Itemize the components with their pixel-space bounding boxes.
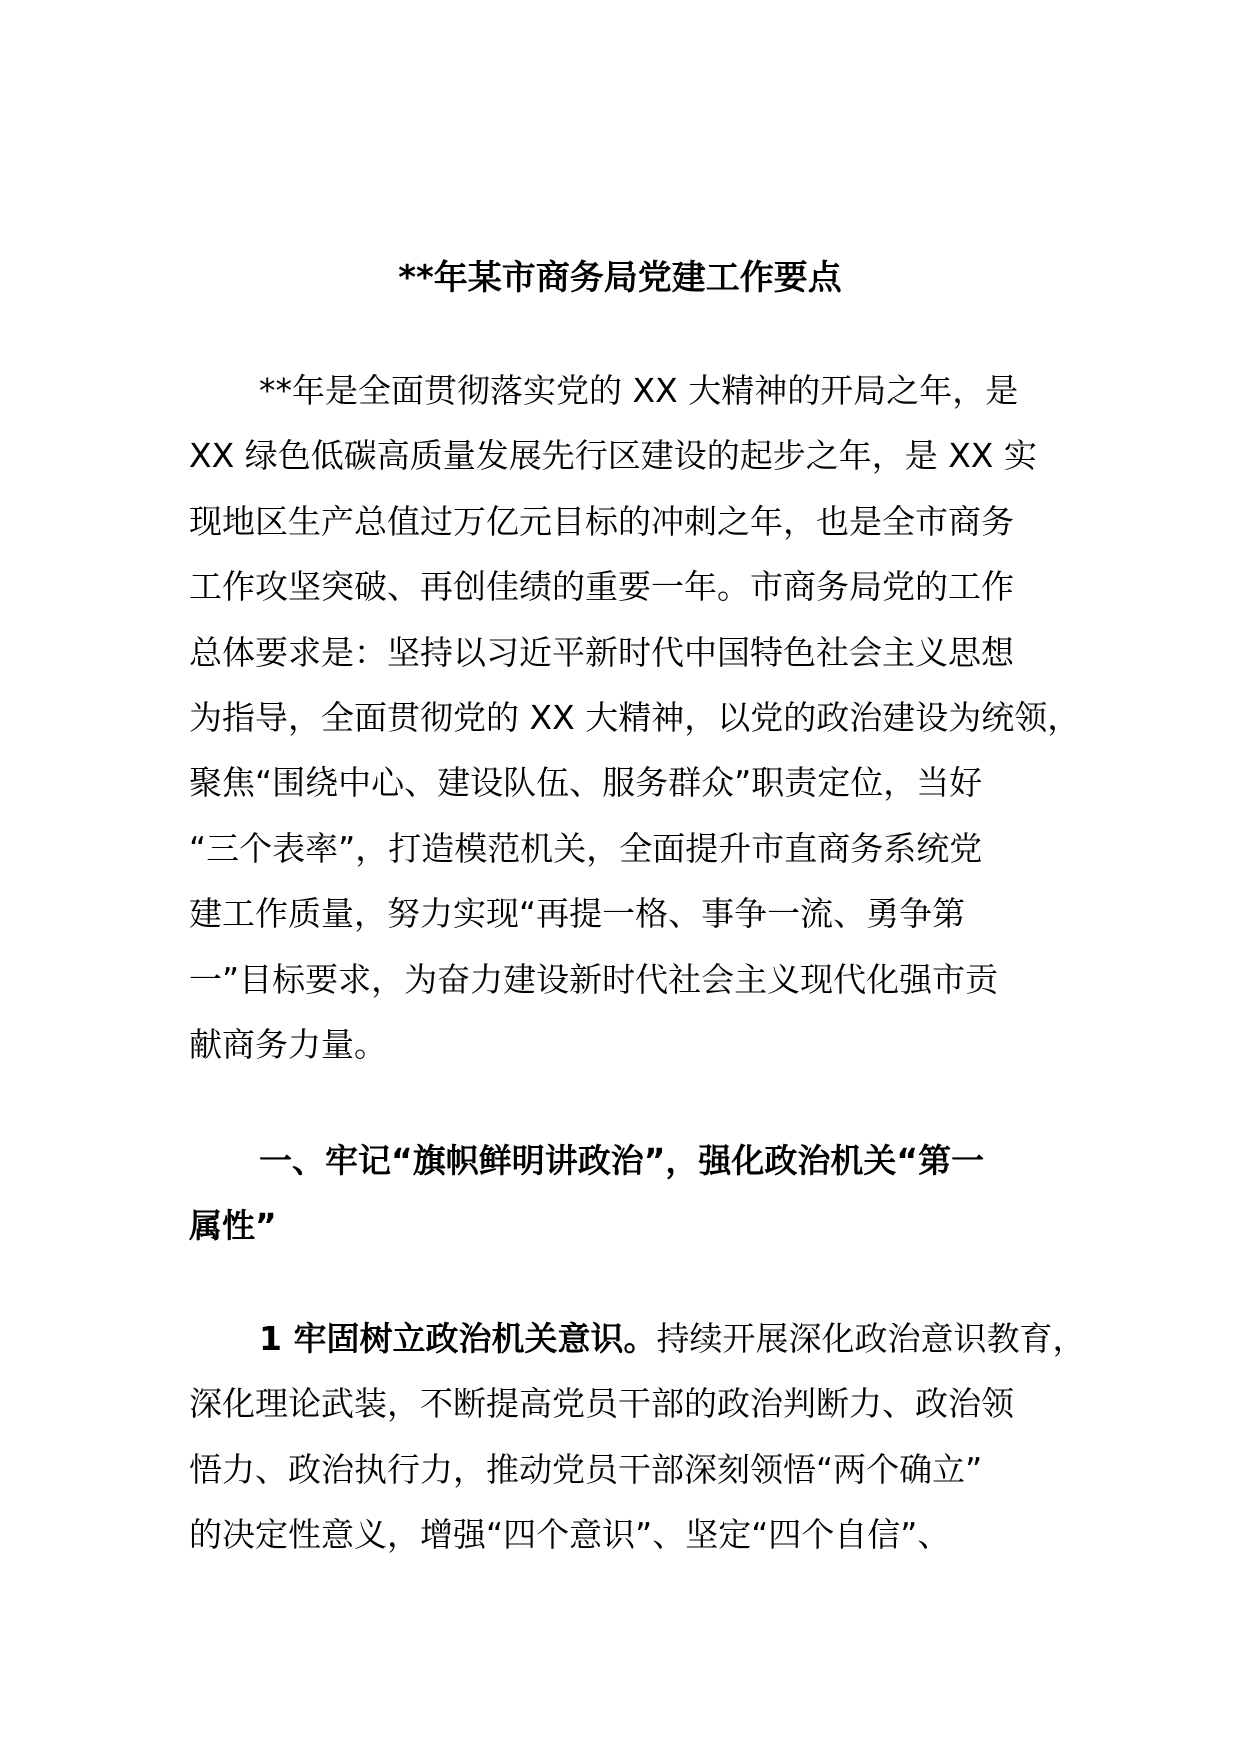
item-text: 持续开展深化政治意识教育，	[656, 1319, 1086, 1358]
section-heading-1	[189, 1128, 1189, 1259]
heading-line: 属性”	[189, 1206, 277, 1246]
paragraph-line: 聚焦“围绕中心、建设队伍、服务群众”职责定位，当好	[189, 763, 983, 803]
paragraph-line: 深化理论武装，不断提高党员干部的政治判断力、政治领	[189, 1384, 1014, 1424]
paragraph-line: 的决定性意义，增强“四个意识”、坚定“四个自信”、	[189, 1515, 951, 1555]
paragraph-line: XX 绿色低碳高质量发展先行区建设的起步之年，是 XX 实	[189, 436, 1037, 476]
document-title: **年某市商务局党建工作要点	[398, 258, 842, 298]
paragraph-line: 工作攻坚突破、再创佳绩的重要一年。市商务局党的工作	[189, 567, 1014, 607]
paragraph-line: 献商务力量。	[189, 1024, 387, 1064]
paragraph-line	[189, 1306, 1189, 1371]
item-lead: 1 牢固树立政治机关意识。	[259, 1319, 657, 1358]
paragraph-line: 一”目标要求，为奋力建设新时代社会主义现代化强市贡	[189, 959, 999, 999]
paragraph-line: 总体要求是：坚持以习近平新时代中国特色社会主义思想	[189, 632, 1014, 672]
paragraph-line: 建工作质量，努力实现“再提一格、事争一流、勇争第	[189, 894, 966, 934]
paragraph-line: 为指导，全面贯彻党的 XX 大精神，以党的政治建设为统领，	[189, 697, 1081, 737]
paragraph-line: “三个表率”，打造模范机关，全面提升市直商务系统党	[189, 828, 983, 868]
item-1-paragraph	[189, 1306, 1189, 1568]
paragraph-line: 现地区生产总值过万亿元目标的冲刺之年，也是全市商务	[189, 501, 1014, 541]
intro-paragraph	[189, 358, 1189, 1077]
paragraph-line: 悟力、政治执行力，推动党员干部深刻领悟“两个确立”	[189, 1449, 983, 1489]
heading-line: 一、牢记“旗帜鲜明讲政治”，强化政治机关“第一	[259, 1141, 985, 1180]
paragraph-line: **年是全面贯彻落实党的 XX 大精神的开局之年，是	[259, 371, 1019, 410]
